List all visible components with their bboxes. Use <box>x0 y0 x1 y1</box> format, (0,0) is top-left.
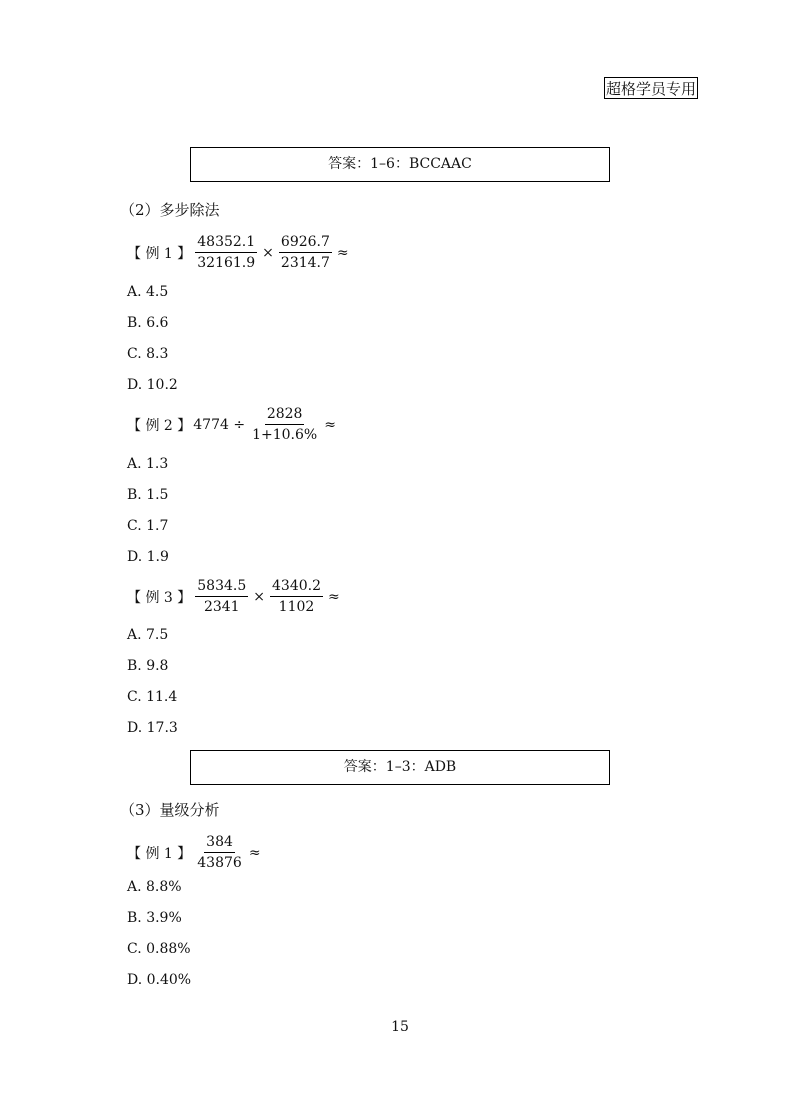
example-1-magnitude <box>127 834 264 871</box>
approx-operator: ≈ <box>248 844 261 861</box>
option-a: A. 1.3 <box>127 456 169 472</box>
option-c: C. 0.88% <box>127 941 191 957</box>
multiply-operator: × <box>262 244 274 261</box>
answer-box-2: 答案：1–3：ADB <box>190 750 610 785</box>
denominator: 2341 <box>203 599 240 615</box>
denominator: 32161.9 <box>197 255 256 271</box>
numerator: 48352.1 <box>195 234 257 253</box>
example-label: 【 例 1 】 <box>127 245 192 262</box>
approx-operator: ≈ <box>336 244 349 261</box>
exclusive-badge: 超格学员专用 <box>604 77 698 99</box>
numerator: 2828 <box>265 406 305 425</box>
fraction <box>250 406 319 443</box>
denominator: 1+10.6% <box>252 427 318 443</box>
fraction <box>195 578 248 615</box>
example-1-multi-step <box>127 234 352 271</box>
multiply-operator: × <box>253 588 265 605</box>
fraction <box>195 234 257 271</box>
numerator: 384 <box>204 834 235 853</box>
approx-operator: ≈ <box>324 416 336 433</box>
division-lead: 4774 ÷ <box>193 416 246 433</box>
option-b: B. 9.8 <box>127 658 169 674</box>
example-2-multi-step <box>127 406 339 443</box>
denominator: 43876 <box>197 855 242 871</box>
option-a: A. 4.5 <box>127 284 169 300</box>
option-d: D. 17.3 <box>127 720 178 736</box>
fraction <box>195 834 244 871</box>
option-b: B. 6.6 <box>127 315 169 331</box>
option-c: C. 11.4 <box>127 689 178 705</box>
option-c: C. 1.7 <box>127 518 169 534</box>
example-label: 【 例 3 】 <box>127 589 192 606</box>
option-a: A. 8.8% <box>127 879 182 895</box>
option-d: D. 0.40% <box>127 972 192 988</box>
numerator: 4340.2 <box>270 578 323 597</box>
section-title-multi-step-division: （2）多步除法 <box>120 201 220 219</box>
option-c: C. 8.3 <box>127 346 169 362</box>
numerator: 6926.7 <box>279 234 332 253</box>
option-d: D. 1.9 <box>127 549 169 565</box>
fraction <box>279 234 332 271</box>
example-label: 【 例 1 】 <box>127 845 192 862</box>
option-b: B. 1.5 <box>127 487 169 503</box>
answer-box-1: 答案：1–6：BCCAAC <box>190 147 610 182</box>
option-d: D. 10.2 <box>127 377 178 393</box>
section-title-magnitude-analysis: （3）量级分析 <box>120 801 220 819</box>
approx-operator: ≈ <box>328 588 340 605</box>
fraction <box>270 578 323 615</box>
page-number: 15 <box>391 1019 409 1035</box>
denominator: 2314.7 <box>280 255 330 271</box>
numerator: 5834.5 <box>195 578 248 597</box>
option-a: A. 7.5 <box>127 627 169 643</box>
option-b: B. 3.9% <box>127 910 182 926</box>
denominator: 1102 <box>278 599 315 615</box>
example-label: 【 例 2 】 <box>127 417 192 434</box>
example-3-multi-step <box>127 578 343 615</box>
